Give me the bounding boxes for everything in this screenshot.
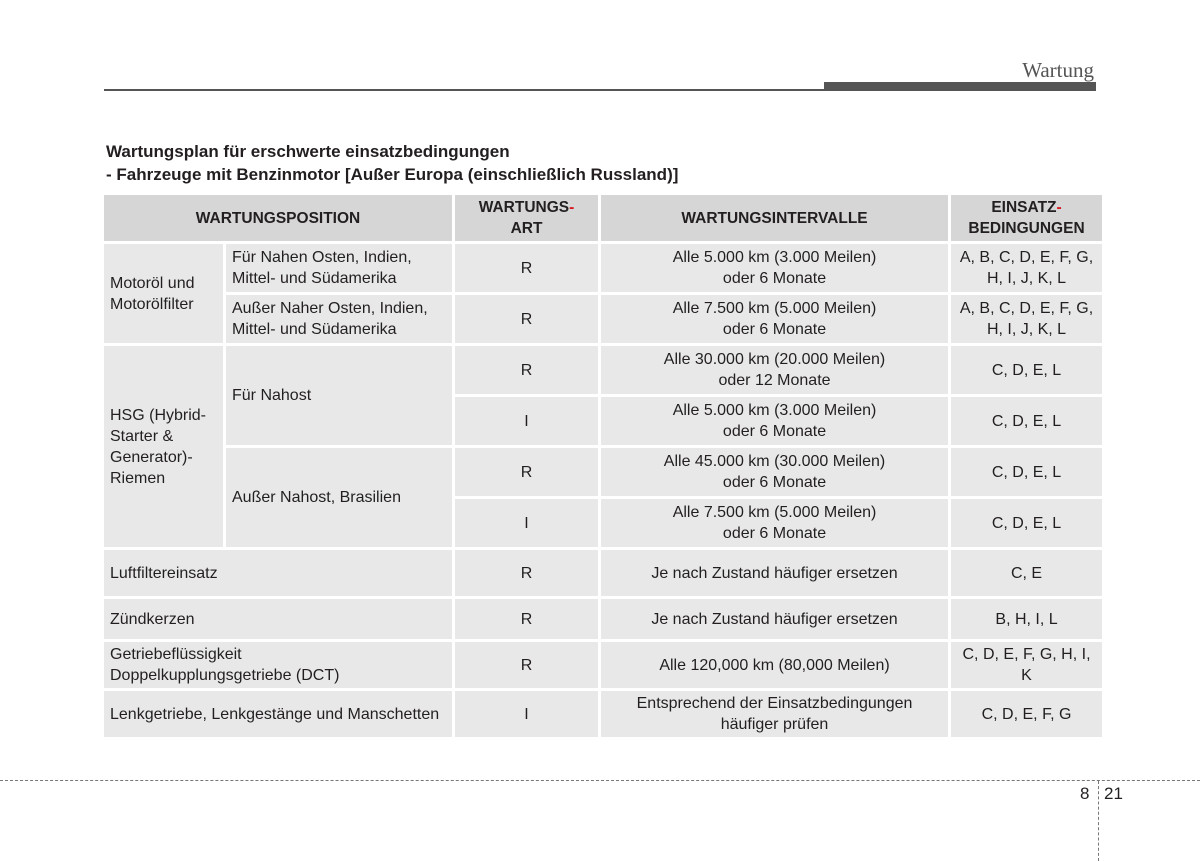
interval-cell: Alle 7.500 km (5.000 Meilen) oder 6 Monate (601, 499, 948, 547)
art-cell: R (455, 346, 598, 394)
page-number: 21 (1104, 784, 1123, 803)
conditions-cell: C, D, E, F, G (951, 691, 1102, 737)
interval-cell: Alle 120,000 km (80,000 Meilen) (601, 642, 948, 688)
page-heading (106, 140, 678, 186)
art-cell: I (455, 397, 598, 445)
interval-cell: Je nach Zustand häufiger ersetzen (601, 550, 948, 596)
table-row (104, 599, 1102, 639)
conditions-cell: A, B, C, D, E, F, G, H, I, J, K, L (951, 295, 1102, 343)
header-conditions: EINSATZ- BEDINGUNGEN (951, 195, 1102, 241)
table-row (104, 244, 1102, 292)
region-cell: Für Nahen Osten, Indien, Mittel- und Südamerika (226, 244, 452, 292)
item-hsg: HSG (Hybrid-Starter & Generator)-Riemen (104, 346, 223, 547)
item-spark-plugs: Zündkerzen (104, 599, 452, 639)
conditions-cell: C, D, E, L (951, 397, 1102, 445)
art-cell: R (455, 295, 598, 343)
table-row (104, 448, 1102, 496)
item-oil: Motoröl und Motorölfilter (104, 244, 223, 343)
conditions-cell: C, E (951, 550, 1102, 596)
region-cell: Außer Nahost, Brasilien (226, 448, 452, 547)
art-cell: R (455, 550, 598, 596)
maintenance-table (101, 192, 1105, 740)
interval-cell: Je nach Zustand häufiger ersetzen (601, 599, 948, 639)
header-bar (824, 82, 1096, 91)
table-row (104, 691, 1102, 737)
region-cell: Außer Naher Osten, Indien, Mittel- und Südamerika (226, 295, 452, 343)
interval-cell: Alle 30.000 km (20.000 Meilen) oder 12 Monate (601, 346, 948, 394)
table-row (104, 642, 1102, 688)
conditions-cell: C, D, E, L (951, 448, 1102, 496)
item-steering: Lenkgetriebe, Lenkgestänge und Manschetten (104, 691, 452, 737)
table-header-row (104, 195, 1102, 241)
item-dct-fluid: Getriebeflüssigkeit Doppelkupplungsgetriebe (DCT) (104, 642, 452, 688)
conditions-cell: A, B, C, D, E, F, G, H, I, J, K, L (951, 244, 1102, 292)
header-position: WARTUNGSPOSITION (104, 195, 452, 241)
chapter-number: 8 (1080, 784, 1090, 803)
table-row (104, 550, 1102, 596)
interval-cell: Alle 45.000 km (30.000 Meilen) oder 6 Monate (601, 448, 948, 496)
art-cell: R (455, 448, 598, 496)
header-interval: WARTUNGSINTERVALLE (601, 195, 948, 241)
conditions-cell: C, D, E, L (951, 499, 1102, 547)
art-cell: I (455, 499, 598, 547)
region-cell: Für Nahost (226, 346, 452, 445)
conditions-cell: C, D, E, L (951, 346, 1102, 394)
interval-cell: Alle 7.500 km (5.000 Meilen) oder 6 Monate (601, 295, 948, 343)
interval-cell: Alle 5.000 km (3.000 Meilen) oder 6 Monate (601, 244, 948, 292)
art-cell: R (455, 599, 598, 639)
table-row (104, 346, 1102, 394)
art-cell: R (455, 642, 598, 688)
conditions-cell: C, D, E, F, G, H, I, K (951, 642, 1102, 688)
heading-line-2: - Fahrzeuge mit Benzinmotor [Außer Europa (einschließlich Russland)] (106, 165, 679, 184)
section-title: Wartung (1022, 58, 1094, 82)
page-number-divider (1098, 781, 1099, 861)
header-art: WARTUNGS- ART (455, 195, 598, 241)
art-cell: R (455, 244, 598, 292)
art-cell: I (455, 691, 598, 737)
interval-cell: Alle 5.000 km (3.000 Meilen) oder 6 Monate (601, 397, 948, 445)
table-row (104, 295, 1102, 343)
heading-line-1: Wartungsplan für erschwerte einsatzbedingungen (106, 142, 510, 161)
item-air-filter: Luftfiltereinsatz (104, 550, 452, 596)
conditions-cell: B, H, I, L (951, 599, 1102, 639)
footer-divider (0, 780, 1200, 781)
header-rule (104, 89, 824, 91)
interval-cell: Entsprechend der Einsatzbedingungen häufiger prüfen (601, 691, 948, 737)
